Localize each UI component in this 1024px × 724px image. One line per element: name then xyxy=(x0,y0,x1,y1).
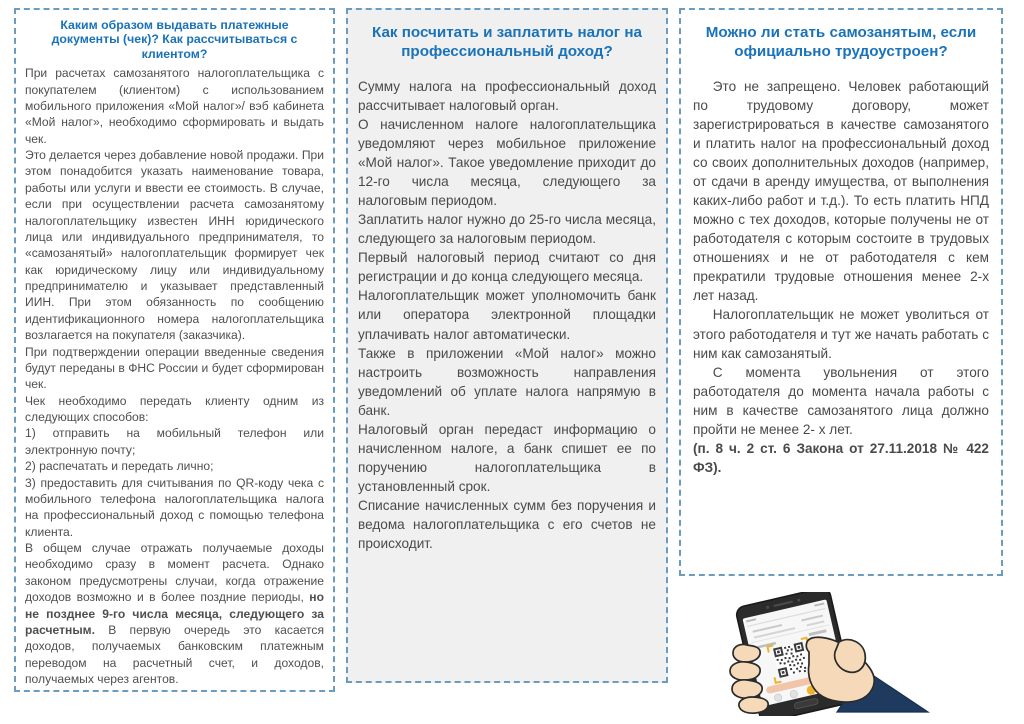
list-item: 3) предоставить для считывания по QR-коду чека с мобильного телефона налогоплательщика налога на профессиональный доход с помощью телефона клиента. xyxy=(25,475,324,539)
paragraph: Налогоплательщик не может уволиться от этого работодателя и тут же начать работать с ним как самозанятый. xyxy=(693,307,989,361)
list-item: 1) отправить на мобильный телефон или электронную почту; xyxy=(25,426,324,457)
paragraph: О начисленном налоге налогоплательщика уведомляют через мобильное приложение «Мой налог». Такое уведомление приходит до 12-го числа месяца, следующего за налоговым периодом. xyxy=(358,117,656,209)
paragraph: Это делается через добавление новой продажи. При этом понадобится указать наименование товара, работы или услуги и ввести ее стоимость. В случае, если при осуществлении расчета самозанятому налогоплательщику известен ИНН юридического лица или индивидуального предпринимателя, то «самозанятый» налогоплательщик формирует чек как юридическому лицу или индивидуальному предпринимателю и указывает представленный ИИН. При этом обязанность по сообщению идентификационного номера налогоплательщика возлагается на покупателя (заказчика). xyxy=(25,148,324,343)
paragraph: При подтверждении операции введенные сведения будут переданы в ФНС России и будет сформирован чек. xyxy=(25,344,324,392)
paragraph: Это не запрещено. Человек работающий по трудовому договору, может зарегистрироваться в качестве самозанятого и платить налог на профессиональный доход со своих дополнительных доходов (например, от сдачи в аренду имущества, от выполнения каких-либо работ и т.д.). То есть платить НПД можно с тех доходов, которые получены не от работодателя с которым состоите в трудовых отношениях и не от работодателя с кем прекратили трудовые отношения менее 2-х лет назад. xyxy=(693,79,989,304)
column-right xyxy=(679,8,1003,714)
paragraph-part-1: В общем случае отражать получаемые доходы необходимо сразу в момент расчета. Однако законом предусмотрены случаи, когда отражение доходов возможно и в более поздние периоды, xyxy=(25,541,324,605)
paragraph: Сумму налога на профессиональный доход рассчитывает налоговый орган. xyxy=(358,79,656,114)
paragraph: Налоговый орган передаст информацию о начисленном налоге, а банк спишет ее по поручению налогоплательщика в установленный срок. xyxy=(358,421,656,494)
body-self-employed-while-employed xyxy=(693,77,989,477)
column-left xyxy=(14,8,335,714)
body-calculate-and-pay-tax xyxy=(358,77,656,553)
hand-holding-smartphone-icon xyxy=(713,592,963,716)
paragraph: Списание начисленных сумм без поручения и ведома налогоплательщика с его счетов не происходит. xyxy=(358,497,656,551)
paragraph: Налогоплательщик может уполномочить банк или оператора электронной площадки уплачивать налог автоматически. xyxy=(358,288,656,342)
panel-self-employed-while-employed xyxy=(679,8,1003,576)
heading-calculate-and-pay-tax: Как посчитать и заплатить налог на профессиональный доход? xyxy=(372,24,642,60)
paragraph: Чек необходимо передать клиенту одним из следующих способов: xyxy=(25,393,324,424)
paragraph: При расчетах самозанятого налогоплательщика с покупателем (клиентом) с использованием мобильного приложения «Мой налог»/ вэб кабинета «Мой налог», необходимо сформировать и выдать чек. xyxy=(25,66,324,146)
paragraph-bold-emphasis: но не позднее 9-го числа месяца, следующего за расчетным. xyxy=(25,590,324,637)
heading-self-employed-while-employed: Можно ли стать самозанятым, если официально трудоустроен? xyxy=(705,24,977,60)
paragraph: Заплатить налог нужно до 25-го числа месяца, следующего за налоговым периодом. xyxy=(358,212,656,247)
paragraph: С момента увольнения от этого работодателя до момента начала работы с ним в качестве самозанятого лица должно пройти не менее 2- х лет. xyxy=(693,364,989,437)
paragraph-part-2: В первую очередь это касается доходов, получаемых банковским платежным переводом на расчетный счет, и доходов, получаемых через агентов. xyxy=(25,622,324,686)
panel-payment-documents xyxy=(14,8,335,692)
legal-reference: (п. 8 ч. 2 ст. 6 Закона от 27.11.2018 № 422 ФЗ). xyxy=(693,440,989,475)
body-payment-documents xyxy=(25,65,324,687)
column-middle xyxy=(346,8,668,714)
illustration-area xyxy=(679,588,1003,714)
paragraph: Также в приложении «Мой налог» можно настроить возможность направления уведомлений об уплате налога напрямую в банк. xyxy=(358,345,656,418)
heading-payment-documents: Каким образом выдавать платежные документы (чек)? Как рассчитываться с клиентом? xyxy=(51,18,298,61)
paragraph: Первый налоговый период считают со дня регистрации и до конца следующего месяца. xyxy=(358,250,656,285)
paragraph-with-emphasis xyxy=(25,540,324,687)
list-item: 2) распечатать и передать лично; xyxy=(25,459,214,474)
panel-calculate-and-pay-tax xyxy=(346,8,668,683)
